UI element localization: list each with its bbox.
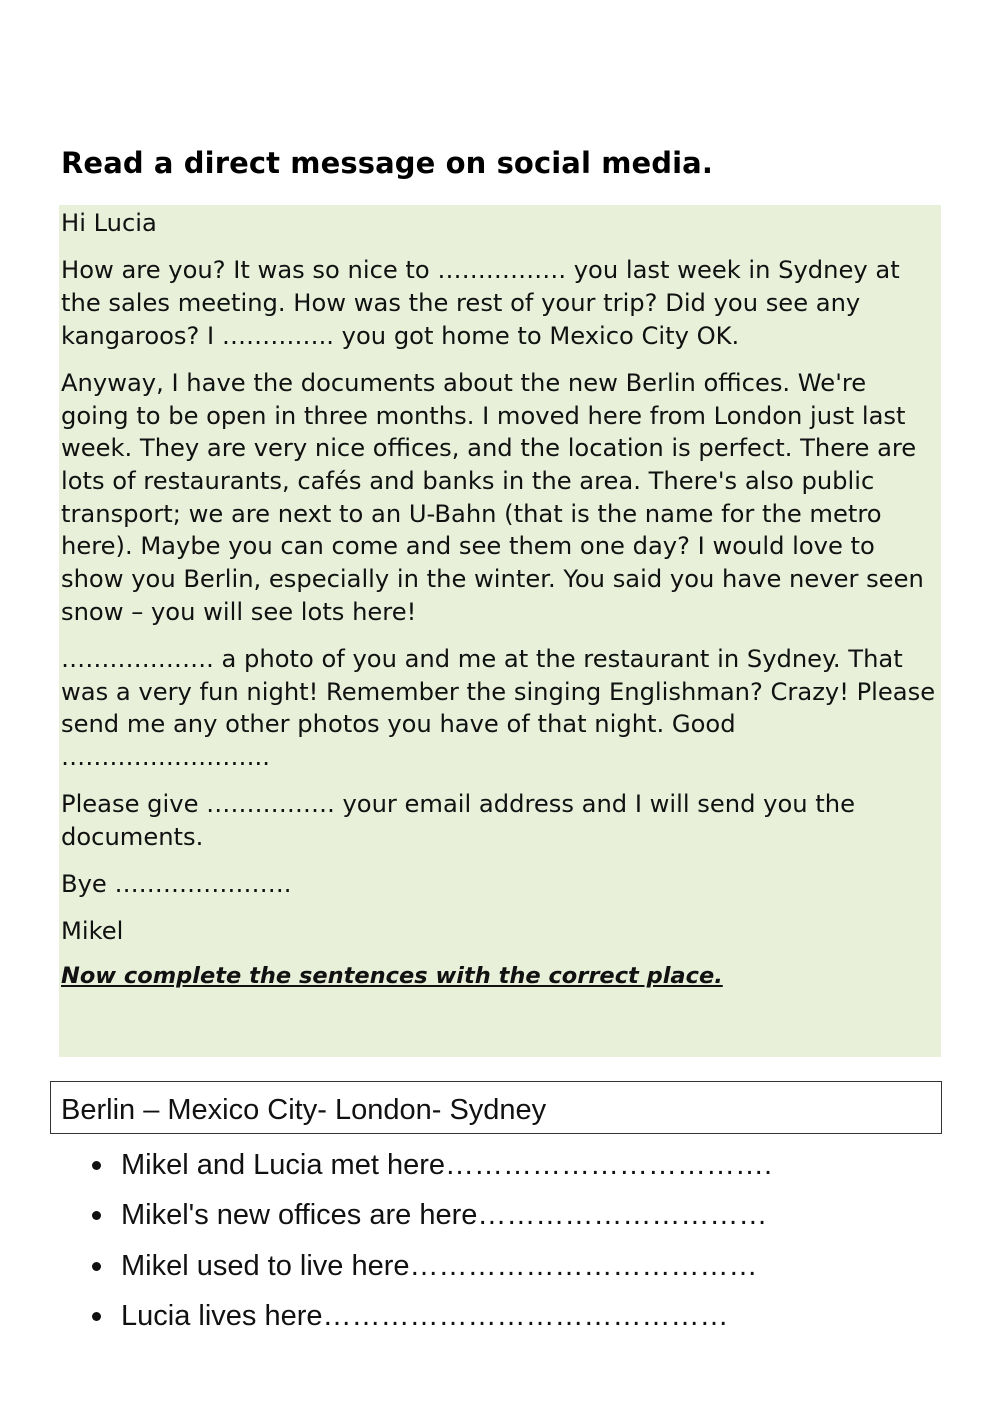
- page-title: Read a direct message on social media.: [61, 146, 713, 180]
- list-item: [0, 1248, 772, 1298]
- message-paragraph: How are you? It was so nice to ……………. you last week in Sydney at the sales meeting. How was the rest of your trip? Did you see any kangaroos? I ………….. you got home to Mexico City OK.: [61, 256, 900, 350]
- bullet-icon: [92, 1161, 101, 1170]
- direct-message-box: [59, 205, 941, 1057]
- message-closing: Bye ………………….: [61, 870, 292, 899]
- question-text: Mikel's new offices are here…………………………: [121, 1199, 768, 1232]
- message-signature: Mikel: [61, 917, 124, 946]
- word-bank-box: Berlin – Mexico City- London- Sydney: [50, 1081, 942, 1134]
- message-paragraph: ………………. a photo of you and me at the restaurant in Sydney. That was a very fun night! Remember the singing Englishman? Crazy! Please send me any other photos you have of that night. Good ……………………..: [61, 644, 936, 772]
- message-paragraph: Anyway, I have the documents about the new Berlin offices. We're going to be open in three months. I moved here from London just last week. They are very nice offices, and the location is perfect. There are lots of restaurants, cafés and banks in the area. There's also public transport; we are next to an U-Bahn (that is the name for the metro here). Maybe you can come and see them one day? I would love to show you Berlin, especially in the winter. You said you have never seen snow – you will see lots here!: [61, 368, 924, 626]
- list-item: [0, 1298, 772, 1348]
- bullet-icon: [92, 1312, 101, 1321]
- question-text: Mikel and Lucia met here…………………………….: [121, 1149, 773, 1181]
- bullet-icon: [92, 1211, 101, 1220]
- question-text: Mikel used to live here………………………………: [121, 1249, 758, 1282]
- message-paragraph: Please give ……………. your email address and I will send you the documents.: [61, 790, 855, 851]
- question-text: Lucia lives here……………………………………: [121, 1299, 729, 1332]
- message-greeting: Hi Lucia: [61, 209, 157, 237]
- list-item: [0, 1197, 772, 1247]
- bullet-icon: [92, 1262, 101, 1271]
- question-list: [0, 1147, 772, 1348]
- exercise-instruction: Now complete the sentences with the correct place.: [61, 962, 723, 989]
- list-item: [0, 1147, 772, 1197]
